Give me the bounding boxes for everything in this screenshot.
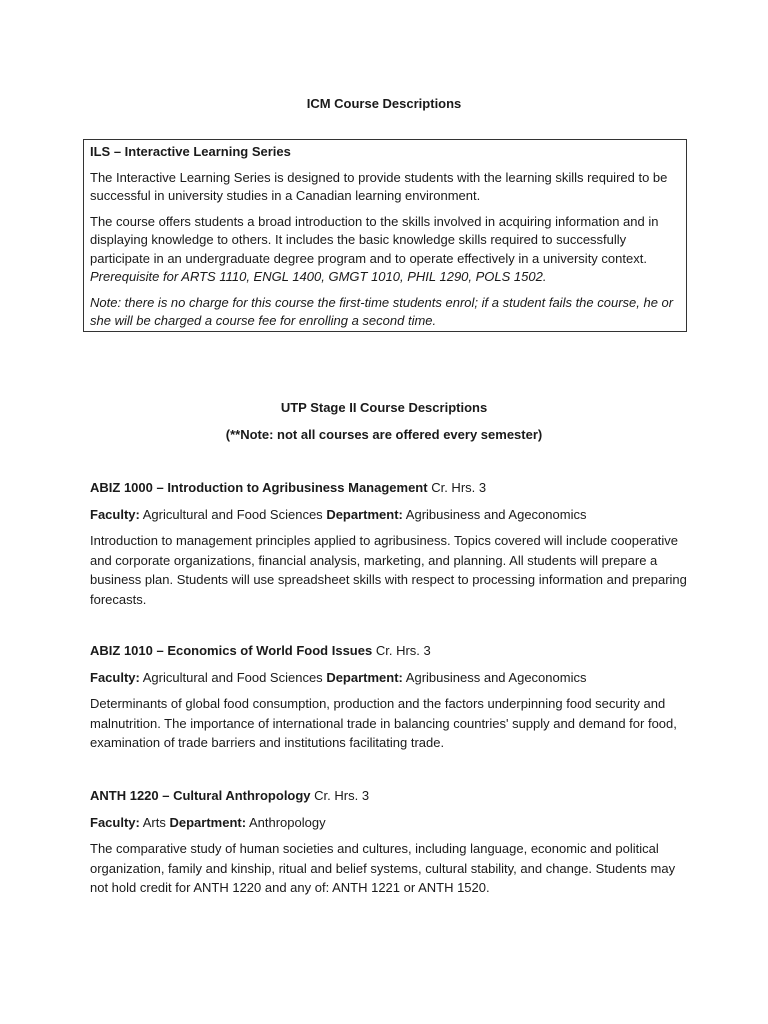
ils-note: Note: there is no charge for this course the first-time students enrol; if a student fails the course, he or she will be charged a course fee for enrolling a second time. — [90, 294, 674, 328]
course-faculty-line — [90, 505, 690, 525]
course-description: Introduction to management principles applied to agribusiness. Topics covered will include cooperative and corporate organizations, financial analysis, marketing, and planning. All students will prepare a business plan. Students will use spreadsheet skills with respect to processing information and preparing forecasts. — [90, 533, 687, 607]
course-credits: Cr. Hrs. 3 — [375, 643, 431, 658]
course-department: Agribusiness and Ageconomics — [405, 669, 587, 685]
ils-title: ILS – Interactive Learning Series — [90, 144, 291, 159]
faculty-label: Faculty: — [90, 814, 140, 830]
course-entry — [90, 786, 690, 898]
course-department: Agribusiness and Ageconomics — [405, 506, 587, 522]
course-heading — [90, 478, 690, 498]
course-credits: Cr. Hrs. 3 — [314, 788, 370, 803]
department-label: Department: — [326, 506, 403, 522]
course-heading — [90, 641, 690, 661]
department-label: Department: — [169, 814, 247, 830]
course-faculty: Arts — [142, 814, 166, 830]
department-label: Department: — [326, 669, 403, 685]
faculty-label: Faculty: — [90, 506, 140, 522]
course-faculty-line — [90, 813, 690, 833]
course-department: Anthropology — [248, 814, 326, 830]
course-title: ANTH 1220 – Cultural Anthropology — [90, 788, 311, 803]
course-credits: Cr. Hrs. 3 — [431, 480, 487, 495]
course-title: ABIZ 1000 – Introduction to Agribusiness Management — [90, 480, 428, 495]
course-faculty: Agricultural and Food Sciences — [142, 669, 323, 685]
course-description: Determinants of global food consumption, production and the factors underpinning food security and malnutrition. The importance of international trade in balancing countries' supply and demand for food, examination of trade barriers and institutions facilitating trade. — [90, 696, 677, 750]
ils-paragraph-2-text: The course offers students a broad introduction to the skills involved in acquiring information and in displaying knowledge to others. It includes the basic knowledge skills required to successfully participate in an undergraduate degree program and to operate effectively in a university context. — [90, 213, 659, 266]
ils-info-box — [83, 139, 687, 332]
course-faculty-line — [90, 668, 690, 688]
faculty-label: Faculty: — [90, 669, 140, 685]
document-title: ICM Course Descriptions — [306, 96, 462, 111]
course-heading — [90, 786, 690, 806]
course-entry — [90, 641, 690, 753]
utp-section-note: (**Note: not all courses are offered every semester) — [225, 427, 543, 442]
course-entry — [90, 478, 690, 609]
ils-prerequisite: Prerequisite for ARTS 1110, ENGL 1400, GMGT 1010, PHIL 1290, POLS 1502. — [90, 269, 547, 284]
course-title: ABIZ 1010 – Economics of World Food Issues — [90, 643, 373, 658]
course-description: The comparative study of human societies and cultures, including language, economic and political organization, family and kinship, ritual and belief systems, cultural stability, and change. Students may not hold credit for ANTH 1220 and any of: ANTH 1221 or ANTH 1520. — [90, 841, 676, 895]
course-faculty: Agricultural and Food Sciences — [142, 506, 323, 522]
ils-paragraph-2 — [90, 213, 680, 287]
ils-paragraph-1: The Interactive Learning Series is designed to provide students with the learning skills required to be successful in university studies in a Canadian learning environment. — [90, 169, 668, 203]
utp-section-title: UTP Stage II Course Descriptions — [280, 400, 488, 415]
